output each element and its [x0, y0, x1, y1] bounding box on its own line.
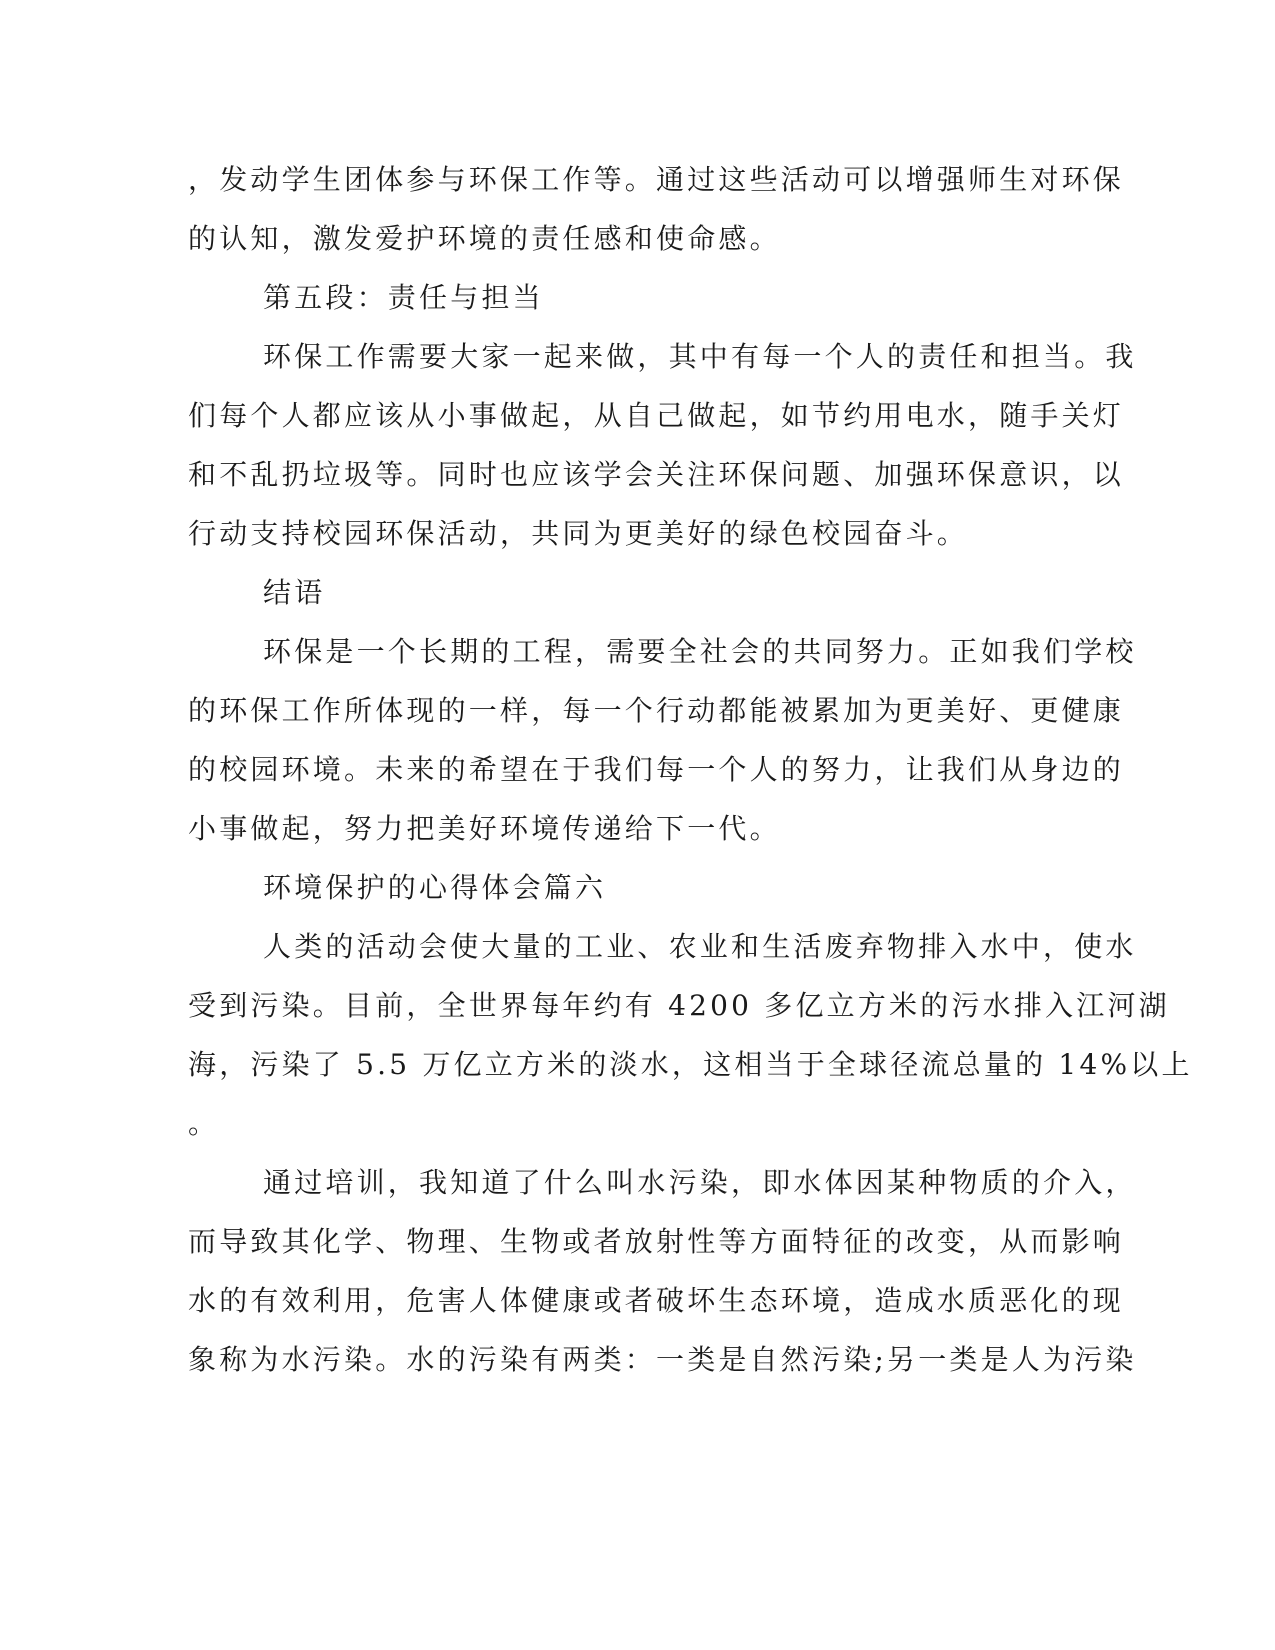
paragraph-line: ，发动学生团体参与环保工作等。通过这些活动可以增强师生对环保	[188, 163, 1125, 196]
paragraph-line: 海，污染了 5.5 万亿立方米的淡水，这相当于全球径流总量的 14%以上	[188, 1048, 1193, 1081]
section-heading: 环境保护的心得体会篇六	[263, 871, 607, 904]
paragraph-line: 水的有效利用，危害人体健康或者破坏生态环境，造成水质恶化的现	[188, 1284, 1125, 1317]
paragraph-line: 的环保工作所体现的一样，每一个行动都能被累加为更美好、更健康	[188, 694, 1125, 727]
paragraph-line: 。	[188, 1107, 220, 1140]
section-heading: 结语	[263, 576, 326, 609]
paragraph-line: 行动支持校园环保活动，共同为更美好的绿色校园奋斗。	[188, 517, 969, 550]
paragraph-line: 人类的活动会使大量的工业、农业和生活废弃物排入水中，使水	[263, 930, 1137, 963]
paragraph-line: 环保工作需要大家一起来做，其中有每一个人的责任和担当。我	[263, 340, 1137, 373]
section-heading: 第五段：责任与担当	[263, 281, 544, 314]
paragraph-line: 和不乱扔垃圾等。同时也应该学会关注环保问题、加强环保意识，以	[188, 458, 1125, 491]
paragraph-line: 的校园环境。未来的希望在于我们每一个人的努力，让我们从身边的	[188, 753, 1125, 786]
paragraph-line: 们每个人都应该从小事做起，从自己做起，如节约用电水，随手关灯	[188, 399, 1125, 432]
paragraph-line: 小事做起，努力把美好环境传递给下一代。	[188, 812, 781, 845]
paragraph-line: 的认知，激发爱护环境的责任感和使命感。	[188, 222, 781, 255]
paragraph-line: 而导致其化学、物理、生物或者放射性等方面特征的改变，从而影响	[188, 1225, 1125, 1258]
paragraph-line: 受到污染。目前，全世界每年约有 4200 多亿立方米的污水排入江河湖	[188, 989, 1170, 1022]
paragraph-line: 通过培训，我知道了什么叫水污染，即水体因某种物质的介入，	[263, 1166, 1137, 1199]
paragraph-line: 象称为水污染。水的污染有两类：一类是自然污染;另一类是人为污染	[188, 1343, 1137, 1376]
paragraph-line: 环保是一个长期的工程，需要全社会的共同努力。正如我们学校	[263, 635, 1137, 668]
